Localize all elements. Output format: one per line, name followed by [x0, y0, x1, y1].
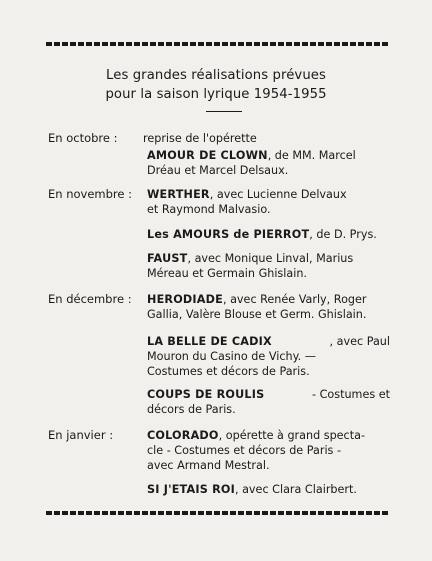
entry-werther: [147, 187, 390, 217]
cadix-rest: , avec Paul: [329, 335, 390, 348]
faust-title: FAUST: [147, 252, 188, 265]
heading-line-2: pour la saison lyrique 1954-1955: [105, 87, 327, 102]
werther-rest: , avec Lucienne Delvaux: [209, 188, 347, 201]
cadix-title: LA BELLE DE CADIX: [147, 335, 272, 348]
entry-amour-de-clown: [143, 131, 386, 146]
amour-rest: , de MM. Marcel: [267, 149, 356, 162]
amour-intro: reprise de l'opérette: [143, 132, 257, 145]
entry-faust: [147, 251, 390, 281]
faust-line2: Méreau et Germain Ghislain.: [147, 267, 307, 280]
entry-herodiade: [147, 292, 390, 322]
month-label-decembre: En décembre :: [48, 292, 132, 306]
pierrot-title: Les AMOURS de PIERROT: [147, 228, 310, 241]
bottom-decorative-rule: [46, 511, 388, 515]
herodiade-title: HERODIADE: [147, 293, 223, 306]
entry-amours-de-pierrot: [147, 227, 390, 242]
entry-belle-de-cadix: [147, 334, 390, 379]
cadix-line2: Mouron du Casino de Vichy. —: [147, 350, 316, 363]
coups-title: COUPS DE ROULIS: [147, 388, 265, 401]
pierrot-rest: , de D. Prys.: [309, 228, 377, 241]
entry-amour-de-clown-body: [147, 148, 390, 178]
herodiade-line2: Gallia, Valère Blouse et Germ. Ghislain.: [147, 308, 367, 321]
amour-title: AMOUR DE CLOWN: [147, 149, 268, 162]
roi-rest: , avec Clara Clairbert.: [234, 483, 357, 496]
month-label-janvier: En janvier :: [48, 428, 114, 442]
month-label-octobre: En octobre :: [48, 131, 118, 145]
coups-rest: - Costumes et: [312, 388, 390, 401]
month-label-novembre: En novembre :: [48, 187, 132, 201]
heading-line-1: Les grandes réalisations prévues: [106, 68, 326, 83]
amour-line2: Dréau et Marcel Delsaux.: [147, 164, 289, 177]
entry-colorado: [147, 428, 390, 473]
faust-rest: , avec Monique Linval, Marius: [187, 252, 354, 265]
coups-line2: décors de Paris.: [147, 403, 236, 416]
entry-si-jetais-roi: [147, 482, 390, 497]
colorado-title: COLORADO: [147, 429, 219, 442]
colorado-rest: , opérette à grand specta-: [218, 429, 365, 442]
werther-line2: et Raymond Malvasio.: [147, 203, 271, 216]
roi-title: SI J'ETAIS ROI: [147, 483, 235, 496]
entry-coups-de-roulis: [147, 387, 390, 417]
cadix-line3: Costumes et décors de Paris.: [147, 365, 310, 378]
colorado-line2: cle - Costumes et décors de Paris -: [147, 444, 341, 457]
colorado-line3: avec Armand Mestral.: [147, 459, 270, 472]
werther-title: WERTHER: [147, 188, 210, 201]
herodiade-rest: , avec Renée Varly, Roger: [222, 293, 367, 306]
